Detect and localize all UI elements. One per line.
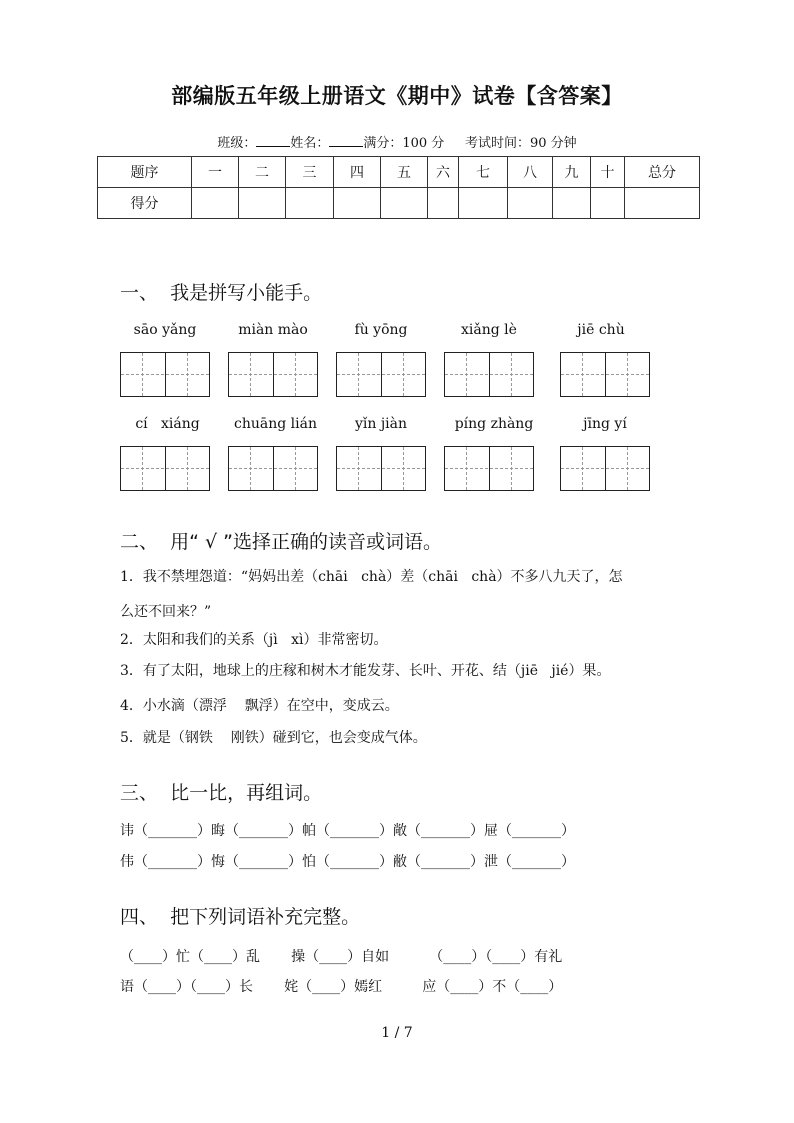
section1-heading: 一、 我是拼写小能手。: [120, 282, 323, 304]
score-cell[interactable]: [381, 188, 428, 219]
pinyin-label: sāo yǎng: [133, 322, 197, 338]
score-cell[interactable]: [508, 188, 553, 219]
writing-grid[interactable]: [336, 352, 426, 397]
table-cell: 二: [239, 157, 286, 188]
class-blank: [256, 134, 290, 147]
table-cell: 一: [192, 157, 239, 188]
table-cell: 五: [381, 157, 428, 188]
idiom-line-1: （____）忙（____）乱 操（____）自如 （____）（____）有礼: [120, 949, 563, 965]
section4-heading: 四、 把下列词语补充完整。: [120, 906, 361, 928]
page-title: 部编版五年级上册语文《期中》试卷【含答案】: [171, 84, 623, 108]
table-cell: 总分: [625, 157, 700, 188]
page-number: 1 / 7: [381, 1025, 413, 1041]
writing-grid[interactable]: [336, 446, 426, 491]
table-cell: 六: [428, 157, 459, 188]
question-2: 2．太阳和我们的关系（jì xì）非常密切。: [120, 632, 388, 648]
section2-heading: 二、 用“ √ ”选择正确的读音或词语。: [120, 531, 442, 553]
score-cell[interactable]: [553, 188, 591, 219]
score-table-row: [98, 188, 700, 219]
table-cell: 四: [334, 157, 381, 188]
table-cell: 三: [286, 157, 334, 188]
writing-grid[interactable]: [228, 446, 318, 491]
writing-grid[interactable]: [560, 446, 650, 491]
name-label: 姓名：: [290, 136, 330, 151]
compare-line-1: 讳（_______）晦（_______）帕（_______）敞（_______）屉（_______）: [120, 823, 575, 839]
question-5: 5．就是（钢铁 刚铁）碰到它，也会变成气体。: [120, 730, 427, 746]
writing-grid[interactable]: [120, 446, 210, 491]
writing-grid[interactable]: [444, 446, 534, 491]
class-label: 班级：: [217, 136, 257, 151]
pinyin-label: fù yōng: [354, 322, 408, 338]
table-cell: 十: [591, 157, 625, 188]
table-cell: 七: [459, 157, 508, 188]
score-cell[interactable]: [591, 188, 625, 219]
pinyin-label: jiē chù: [577, 322, 625, 338]
question-1-line-2: 么还不回来？”: [120, 604, 212, 620]
score-cell[interactable]: [239, 188, 286, 219]
score-cell[interactable]: [334, 188, 381, 219]
score-cell[interactable]: [459, 188, 508, 219]
table-cell: 八: [508, 157, 553, 188]
section3-heading: 三、 比一比，再组词。: [120, 782, 323, 804]
writing-grid[interactable]: [444, 352, 534, 397]
table-cell: 九: [553, 157, 591, 188]
score-table: [97, 156, 700, 219]
score-cell[interactable]: [428, 188, 459, 219]
question-4: 4．小水滴（漂浮 飘浮）在空中，变成云。: [120, 698, 399, 714]
score-label: 满分：100 分: [363, 136, 445, 151]
idiom-line-2: 语（____）（____）长 姹（____）嫣红 应（____）不（____）: [120, 979, 563, 995]
table-cell: 得分: [98, 188, 192, 219]
pinyin-label: yǐn jiàn: [354, 416, 408, 432]
score-cell[interactable]: [625, 188, 700, 219]
compare-line-2: 伟（_______）悔（_______）怕（_______）敝（_______）泄（_______）: [120, 854, 575, 870]
question-1-line-1: 1．我不禁埋怨道：“妈妈出差（chāi chà）差（chāi chà）不多八九天了，怎: [120, 569, 623, 585]
score-cell[interactable]: [286, 188, 334, 219]
pinyin-label: píng zhàng: [454, 416, 534, 432]
writing-grid[interactable]: [560, 352, 650, 397]
pinyin-label: jīng yí: [583, 416, 627, 432]
pinyin-label: xiǎng lè: [461, 322, 517, 338]
writing-grid[interactable]: [120, 352, 210, 397]
pinyin-label: cí xiáng: [135, 416, 200, 432]
writing-grid[interactable]: [228, 352, 318, 397]
pinyin-label: chuāng lián: [234, 416, 317, 432]
table-cell: 题序: [98, 157, 192, 188]
exam-info: [0, 132, 794, 151]
score-table-header: [98, 157, 700, 188]
question-3: 3．有了太阳，地球上的庄稼和树木才能发芽、长叶、开花、结（jiē jié）果。: [120, 663, 611, 679]
time-label: 考试时间：90 分钟: [464, 136, 577, 151]
score-cell[interactable]: [192, 188, 239, 219]
pinyin-label: miàn mào: [238, 322, 308, 338]
name-blank: [329, 134, 363, 147]
